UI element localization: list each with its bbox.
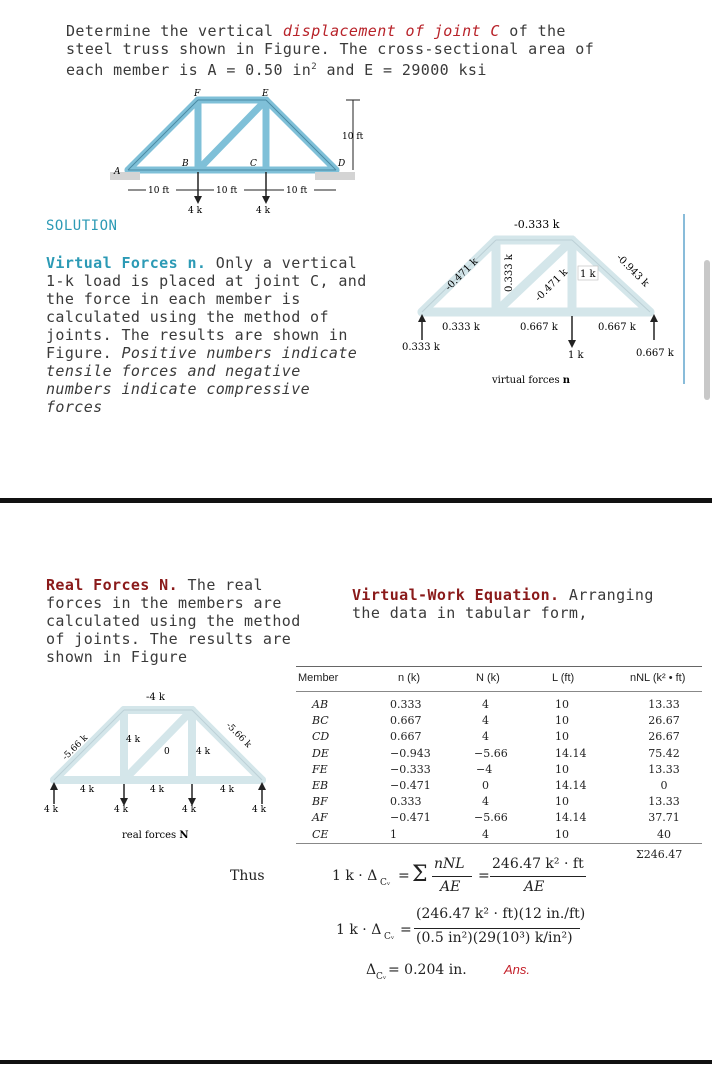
table-col-member xyxy=(312,697,329,843)
member-top-label: -0.333 k xyxy=(514,218,560,231)
height-label: 10 ft xyxy=(342,132,364,142)
equation-3: Δ Cᵥ = 0.204 in. xyxy=(366,962,467,982)
truss-figure xyxy=(110,86,380,216)
table-header-rule xyxy=(296,691,702,692)
span-label-3: 10 ft xyxy=(286,186,308,196)
table-cell: 4 xyxy=(482,698,489,711)
joint-label-f: F xyxy=(194,89,201,99)
virtual-work-title: Virtual-Work Equation. xyxy=(352,586,560,604)
table-cell: 10 xyxy=(555,827,569,841)
member-one-k-label: 1 k xyxy=(580,269,596,280)
table-header-N: N (k) xyxy=(476,672,500,684)
table-cell: −0.471 xyxy=(390,811,431,825)
table-cell: 14.14 xyxy=(555,746,587,760)
table-cell: −5.66 xyxy=(474,746,508,760)
truss-members xyxy=(128,100,336,170)
section-divider xyxy=(0,498,712,503)
table-cell: 4 xyxy=(482,795,489,809)
real-load-1: 4 k xyxy=(114,805,129,815)
table-cell: 1 xyxy=(390,827,397,841)
joint-label-e: E xyxy=(262,89,269,99)
highlighted-phrase: displacement of joint C xyxy=(282,22,500,40)
member-mid-diag-label: -0.471 k xyxy=(533,266,571,304)
real-b2-label: 4 k xyxy=(150,785,165,795)
real-b1-label: 4 k xyxy=(80,785,95,795)
joint-label-b: B xyxy=(182,159,189,169)
real-forces-figure xyxy=(40,686,280,846)
support-right xyxy=(315,172,355,180)
real-v3-label: 4 k xyxy=(196,747,211,757)
table-cell: −5.66 xyxy=(474,811,508,825)
table-cell: −0.333 xyxy=(390,762,431,776)
table-cell: 13.33 xyxy=(648,762,680,776)
equation-2: 1 k · Δ Cᵥ = (246.47 k² · ft)(12 in./ft) (0.5 in²)(29(10³) k/in²) xyxy=(336,906,586,946)
virtual-work-paragraph: Virtual-Work Equation. Arranging the data in tabular form, xyxy=(352,586,654,622)
member-left-diag-label: -0.471 k xyxy=(443,256,481,294)
table-top-rule xyxy=(296,666,702,667)
table-cell: 0.667 xyxy=(390,714,422,728)
table-header-n: n (k) xyxy=(398,672,420,684)
table-col-N xyxy=(474,697,508,843)
table-cell: 10 xyxy=(555,730,569,744)
real-forces-title: Real Forces N. xyxy=(46,576,179,594)
table-cell: 4 xyxy=(482,827,489,841)
member-bot1-label: 0.333 k xyxy=(442,322,480,333)
table-cell: 14.14 xyxy=(555,811,587,825)
problem-line-1: Determine the vertical displacement of joint C of the xyxy=(66,22,566,40)
real-forces-paragraph: Real Forces N. The real forces in the members are calculated using the method of joints. The results are shown in Figure xyxy=(46,576,301,666)
joint-label-c: C xyxy=(250,159,257,169)
table-cell: 0.333 xyxy=(390,795,422,809)
real-b3-label: 4 k xyxy=(220,785,235,795)
real-top-label: -4 k xyxy=(146,692,165,703)
table-cell: −0.471 xyxy=(390,779,431,793)
table-cell: 4 xyxy=(482,714,489,728)
table-cell: 75.42 xyxy=(648,746,680,760)
thus-label: Thus xyxy=(230,868,265,884)
table-header-L: L (ft) xyxy=(552,672,575,684)
table-cell: 40 xyxy=(657,827,671,841)
table-cell: 10 xyxy=(555,762,569,776)
solution-label: SOLUTION xyxy=(46,218,118,234)
load-label-1: 4 k xyxy=(188,206,203,216)
virtual-forces-figure xyxy=(396,212,696,396)
real-v1-label: 4 k xyxy=(126,735,141,745)
problem-line-2: steel truss shown in Figure. The cross-sectional area of xyxy=(66,40,595,58)
table-cell: 0 xyxy=(482,779,489,793)
table-cell: 0.667 xyxy=(390,730,422,744)
table-cell: CD xyxy=(312,730,330,744)
real-right-diag-label: -5.66 k xyxy=(223,720,253,751)
table-header-member: Member xyxy=(298,672,339,684)
problem-statement xyxy=(66,22,594,79)
span-label-2: 10 ft xyxy=(216,186,238,196)
real-reaction-left: 4 k xyxy=(44,805,59,815)
table-cell: 4 xyxy=(482,730,489,744)
scrollbar[interactable] xyxy=(704,260,710,400)
member-mid-vert-label: 0.333 k xyxy=(504,254,515,292)
table-cell: 37.71 xyxy=(648,811,680,825)
real-forces-caption: real forces N xyxy=(122,830,189,841)
table-cell: −4 xyxy=(476,762,493,776)
virtual-forces-caption: virtual forces n xyxy=(492,375,571,386)
table-col-L xyxy=(555,697,587,843)
span-label-1: 10 ft xyxy=(148,186,170,196)
load-1k-label: 1 k xyxy=(568,350,584,361)
joint-label-d: D xyxy=(338,159,346,169)
table-cell: DE xyxy=(312,746,329,760)
table-cell: BF xyxy=(312,795,328,809)
table-cell: 0.333 xyxy=(390,698,422,711)
table-cell: 26.67 xyxy=(648,730,680,744)
virtual-forces-title: Virtual Forces n. xyxy=(46,254,207,272)
reaction-left-label: 0.333 k xyxy=(402,342,440,353)
bottom-divider xyxy=(0,1060,712,1064)
table-cell: 0 xyxy=(660,779,668,793)
member-bot3-label: 0.667 k xyxy=(598,322,636,333)
table-cell: 13.33 xyxy=(648,698,680,711)
table-cell: 13.33 xyxy=(648,795,680,809)
real-left-diag-label: -5.66 k xyxy=(60,733,91,763)
real-reaction-right: 4 k xyxy=(252,805,267,815)
table-cell: 14.14 xyxy=(555,779,587,793)
table-cell: 26.67 xyxy=(648,714,680,728)
real-v2-label: 0 xyxy=(164,747,170,757)
virtual-forces-paragraph: Virtual Forces n. Only a vertical 1-k load is placed at joint C, and the force in each member is calculated using the method of joints. The results are shown in Figure. Positive numbers indicate tensile forces and negative numbers indicate compressive forces xyxy=(46,254,367,416)
real-load-2: 4 k xyxy=(182,805,197,815)
table-cell: AB xyxy=(312,698,329,711)
table-cell: CE xyxy=(312,827,329,841)
table-header-nNL: nNL (k² • ft) xyxy=(630,672,686,684)
table-cell: 10 xyxy=(555,714,569,728)
table-cell: 10 xyxy=(555,698,569,711)
table-col-n xyxy=(390,697,431,843)
table-col-nNL xyxy=(646,697,682,843)
table-cell: AF xyxy=(312,811,328,825)
problem-line-3: each member is A = 0.50 $in^2$ and E = 29000 ksi xyxy=(66,61,487,79)
table-cell: BC xyxy=(312,714,329,728)
table-bottom-rule xyxy=(296,843,702,844)
table-cell: 10 xyxy=(555,795,569,809)
reaction-right-label: 0.667 k xyxy=(636,348,674,359)
joint-label-a: A xyxy=(114,167,121,177)
member-right-diag-label: -0.943 k xyxy=(613,252,651,290)
table-cell: EB xyxy=(312,779,329,793)
table-cell: −0.943 xyxy=(390,746,431,760)
table-cell: FE xyxy=(312,762,328,776)
equation-1: 1 k · Δ Cᵥ = Σ nNL AE = 246.47 k² · ft AE xyxy=(332,862,692,902)
answer-label: Ans. xyxy=(504,962,531,977)
table-total: Σ246.47 xyxy=(636,848,683,861)
load-label-2: 4 k xyxy=(256,206,271,216)
member-bot2-label: 0.667 k xyxy=(520,322,558,333)
